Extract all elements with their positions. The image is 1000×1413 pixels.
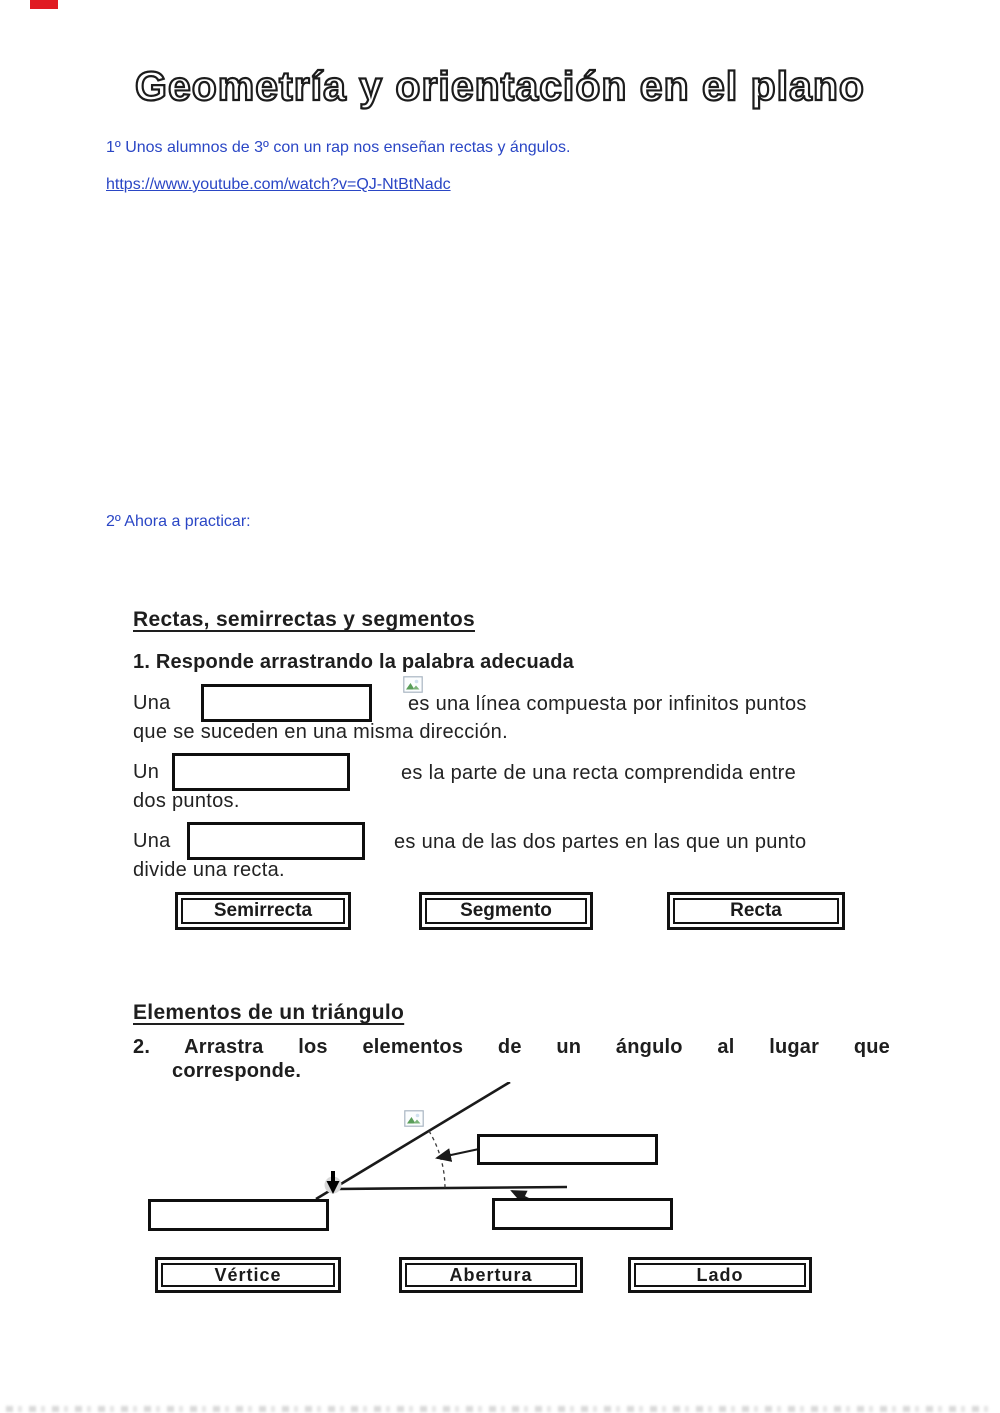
angle-arc <box>429 1131 445 1189</box>
intro-step1-text: 1º Unos alumnos de 3º con un rap nos enseñan rectas y ángulos. <box>106 139 571 156</box>
broken-image-icon <box>404 1110 424 1127</box>
broken-image-icon <box>403 676 423 693</box>
blank-drop-box-2[interactable] <box>172 753 350 791</box>
word-card-label: Recta <box>673 898 839 924</box>
sentence2-lead: Un <box>133 761 160 783</box>
sentence1-lead: Una <box>133 692 171 714</box>
word-card-abertura[interactable] <box>399 1257 583 1293</box>
cutoff-text-smudge <box>6 1406 994 1412</box>
word-card-recta[interactable] <box>667 892 845 930</box>
section1-instruction: 1. Responde arrastrando la palabra adecuada <box>133 651 574 673</box>
sentence2-after-box: es la parte de una recta comprendida entre <box>401 762 797 784</box>
angle-label-drop-box-vertex[interactable] <box>148 1199 329 1231</box>
intro-step2-text: 2º Ahora a practicar: <box>106 513 251 530</box>
word-card-label: Segmento <box>425 898 587 924</box>
blank-drop-box-1[interactable] <box>201 684 372 722</box>
sentence3-after-box: es una de las dos partes en las que un punto <box>394 831 807 853</box>
section1-heading: Rectas, semirrectas y segmentos <box>133 608 475 631</box>
word-card-label: Abertura <box>405 1263 577 1287</box>
word-card-label: Lado <box>634 1263 806 1287</box>
angle-label-drop-box-arc[interactable] <box>477 1134 658 1165</box>
section2-heading: Elementos de un triángulo <box>133 1001 405 1024</box>
word-card-vertice[interactable] <box>155 1257 341 1293</box>
word-card-segmento[interactable] <box>419 892 593 930</box>
angle-diagram <box>133 1082 693 1247</box>
page-title: Geometría y orientación en el plano <box>135 63 865 109</box>
word-card-semirrecta[interactable] <box>175 892 351 930</box>
sentence3-continuation: divide una recta. <box>133 859 285 881</box>
sentence1-after-box: es una línea compuesta por infinitos puntos <box>408 693 807 715</box>
section2-instruction-line1: 2. Arrastra los elementos de un ángulo al lugar que <box>133 1036 890 1058</box>
vertex-dot <box>325 1177 342 1194</box>
word-card-lado[interactable] <box>628 1257 812 1293</box>
sentence2-continuation: dos puntos. <box>133 790 240 812</box>
word-card-label: Vértice <box>161 1263 335 1287</box>
section2-instruction-line2: corresponde. <box>172 1060 302 1082</box>
vertex-down-arrow-icon <box>327 1181 340 1194</box>
arrow-to-arc <box>437 1149 479 1158</box>
youtube-link[interactable]: https://www.youtube.com/watch?v=QJ-NtBtNadc <box>106 176 451 193</box>
scan-artifact-red <box>30 0 58 9</box>
word-card-label: Semirrecta <box>181 898 345 924</box>
sentence3-lead: Una <box>133 830 171 852</box>
angle-label-drop-box-side[interactable] <box>492 1198 673 1230</box>
angle-side-horizontal <box>336 1187 567 1189</box>
blank-drop-box-3[interactable] <box>187 822 365 860</box>
sentence1-continuation: que se suceden en una misma dirección. <box>133 721 508 743</box>
